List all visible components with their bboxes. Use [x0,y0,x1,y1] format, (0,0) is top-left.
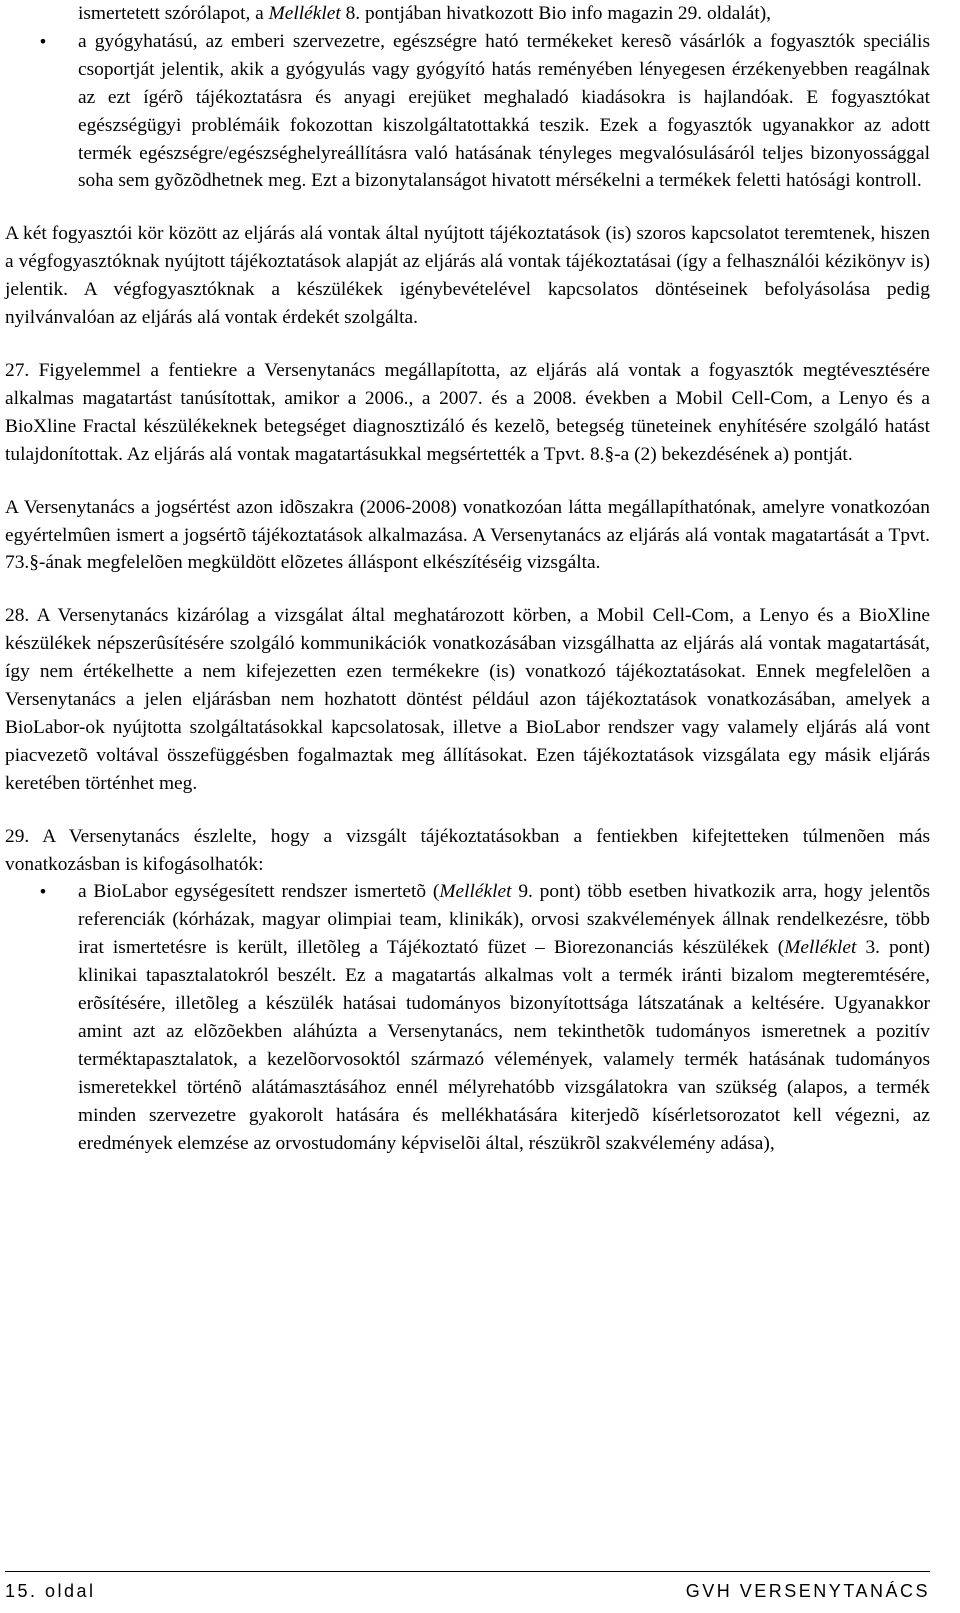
list-item [5,878,930,1157]
top-bullet-list [5,0,930,195]
list-item [5,28,930,195]
paragraph-27: 27. Figyelemmel a fentiekre a Versenytanács megállapította, az eljárás alá vontak a fogyasztók megtévesztésére alkalmas magatartást tanúsítottak, amikor a 2006., a 2007. és a 2008. években a Mobil Cell-Com, a Lenyo és a BioXline Fractal készülékeknek betegséget diagnosztizáló és kezelõ, betegség tüneteinek enyhítésére szolgáló hatást tulajdonítottak. Az eljárás alá vontak magatartásukkal megsértették a Tpvt. 8.§-a (2) bekezdésének a) pontját. [5,359,930,465]
footer-organization: GVH VERSENYTANÁCS [685,1581,930,1601]
bullet-icon [33,878,53,906]
list-item-text: a BioLabor egységesített rendszer ismertetõ (Melléklet 9. pont) több esetben hivatkozik arra, hogy jelentõs referenciák (kórházak, magyar olimpiai team, klinikák), orvosi szakvélemények állnak rendelkezésre, több irat ismertetésre is került, illetõleg a Tájékoztató füzet – Biorezonanciás készülékek (Melléklet 3. pont) klinikai tapasztalatokról beszélt. Ez a magatartás alkalmas volt a termék iránti bizalom megteremtésére, erõsítésére, illetõleg a készülék hatásai tudományos bizonyítottsága látszatának a keltésére. Ugyanakkor amint azt az elõzõekben aláhúzta a Versenytanács, nem tekinthetõk tudományos ismeretnek a pozitív terméktapasztalatok, a kezelõorvosoktól származó vélemények, valamely termék hatásának tudományos ismeretekkel történõ alátámasztásához ennél mélyrehatóbb vizsgálatokra van szükség (alapos, a termék minden szervezetre gyakorolt hatására és mellékhatására kiterjedõ kísérletsorozatot kell végezni, az eredmények elemzése az orvostudomány képviselõi által, részükrõl szakvélemény adása), [78,881,930,1154]
paragraph-consumer-circles: A két fogyasztói kör között az eljárás alá vontak által nyújtott tájékoztatások (is) szoros kapcsolatot teremtenek, hiszen a végfogyasztóknak nyújtott tájékoztatások alapját az eljárás alá vontak tájékoztatásai (így a felhasználói kézikönyv is) jelentik. A végfogyasztóknak a készülékek igénybevételével kapcsolatos döntéseinek befolyásolása pedig nyilvánvalóan az eljárás alá vontak érdekét szolgálta. [5,223,930,329]
list-item-text: a gyógyhatású, az emberi szervezetre, egészségre ható termékeket keresõ vásárlók a fogyasztók speciális csoportját jelentik, akik a gyógyulás vagy gyógyító hatás reményében lényegesen érzékenyebben reagálnak az ezt ígérõ tájékoztatásra és anyagi erejüket meghaladó kiadásokra is hajlandóak. E fogyasztókat egészségügyi problémáik fokozottan kiszolgáltatottakká teszik. Ezek a fogyasztók ugyanakkor az adott termék egészségre/egészséghelyreállításra való hatásának tényleges megvalósulásáról teljes bizonyossággal soha sem gyõzõdhetnek meg. Ezt a bizonytalanságot hivatott mérsékelni a termékek feletti hatósági kontroll. [78,30,930,192]
bullet-icon [33,28,53,56]
paragraph-29: 29. A Versenytanács észlelte, hogy a vizsgált tájékoztatásokban a fentiekben kifejtetteken túlmenõen más vonatkozásban is kifogásolhatók: [5,825,930,875]
document-body [5,0,930,1158]
paragraph-28: 28. A Versenytanács kizárólag a vizsgálat által meghatározott körben, a Mobil Cell-Com, a Lenyo és a BioXline készülékek népszerûsítésére szolgáló kommunikációk vonatkozásában vizsgálhatta az eljárás alá vontak magatartását, így nem értékelhette a nem kifejezetten ezen termékekre (is) vonatkozó tájékoztatásokat. Ennek megfelelõen a Versenytanács a jelen eljárásban nem hozhatott döntést például azon tájékoztatások vonatkozásában, amelyek a BioLabor-ok nyújtotta szolgáltatásokkal kapcsolatosak, illetve a BioLabor rendszer vagy valamely eljárás alá vont piacvezetõ voltával összefüggésben fogalmaztak meg állításokat. Ezen tájékoztatások vizsgálata egy másik eljárás keretében történhet meg. [5,605,930,794]
page-number: 15. oldal [5,1581,96,1601]
paragraph-infringement-period: A Versenytanács a jogsértést azon idõszakra (2006-2008) vonatkozóan látta megállapíthatónak, amelyre vonatkozóan egyértelmûen ismert a jogsértõ tájékoztatások alkalmazása. A Versenytanács az eljárás alá vontak magatartását a Tpvt. 73.§-ának megfelelõen megküldött elõzetes álláspont elkészítéséig vizsgálta. [5,496,930,574]
footer-divider [5,1571,930,1572]
list-continuation: ismertetett szórólapot, a Melléklet 8. pontjában hivatkozott Bio info magazin 29. oldalát), [78,3,772,24]
